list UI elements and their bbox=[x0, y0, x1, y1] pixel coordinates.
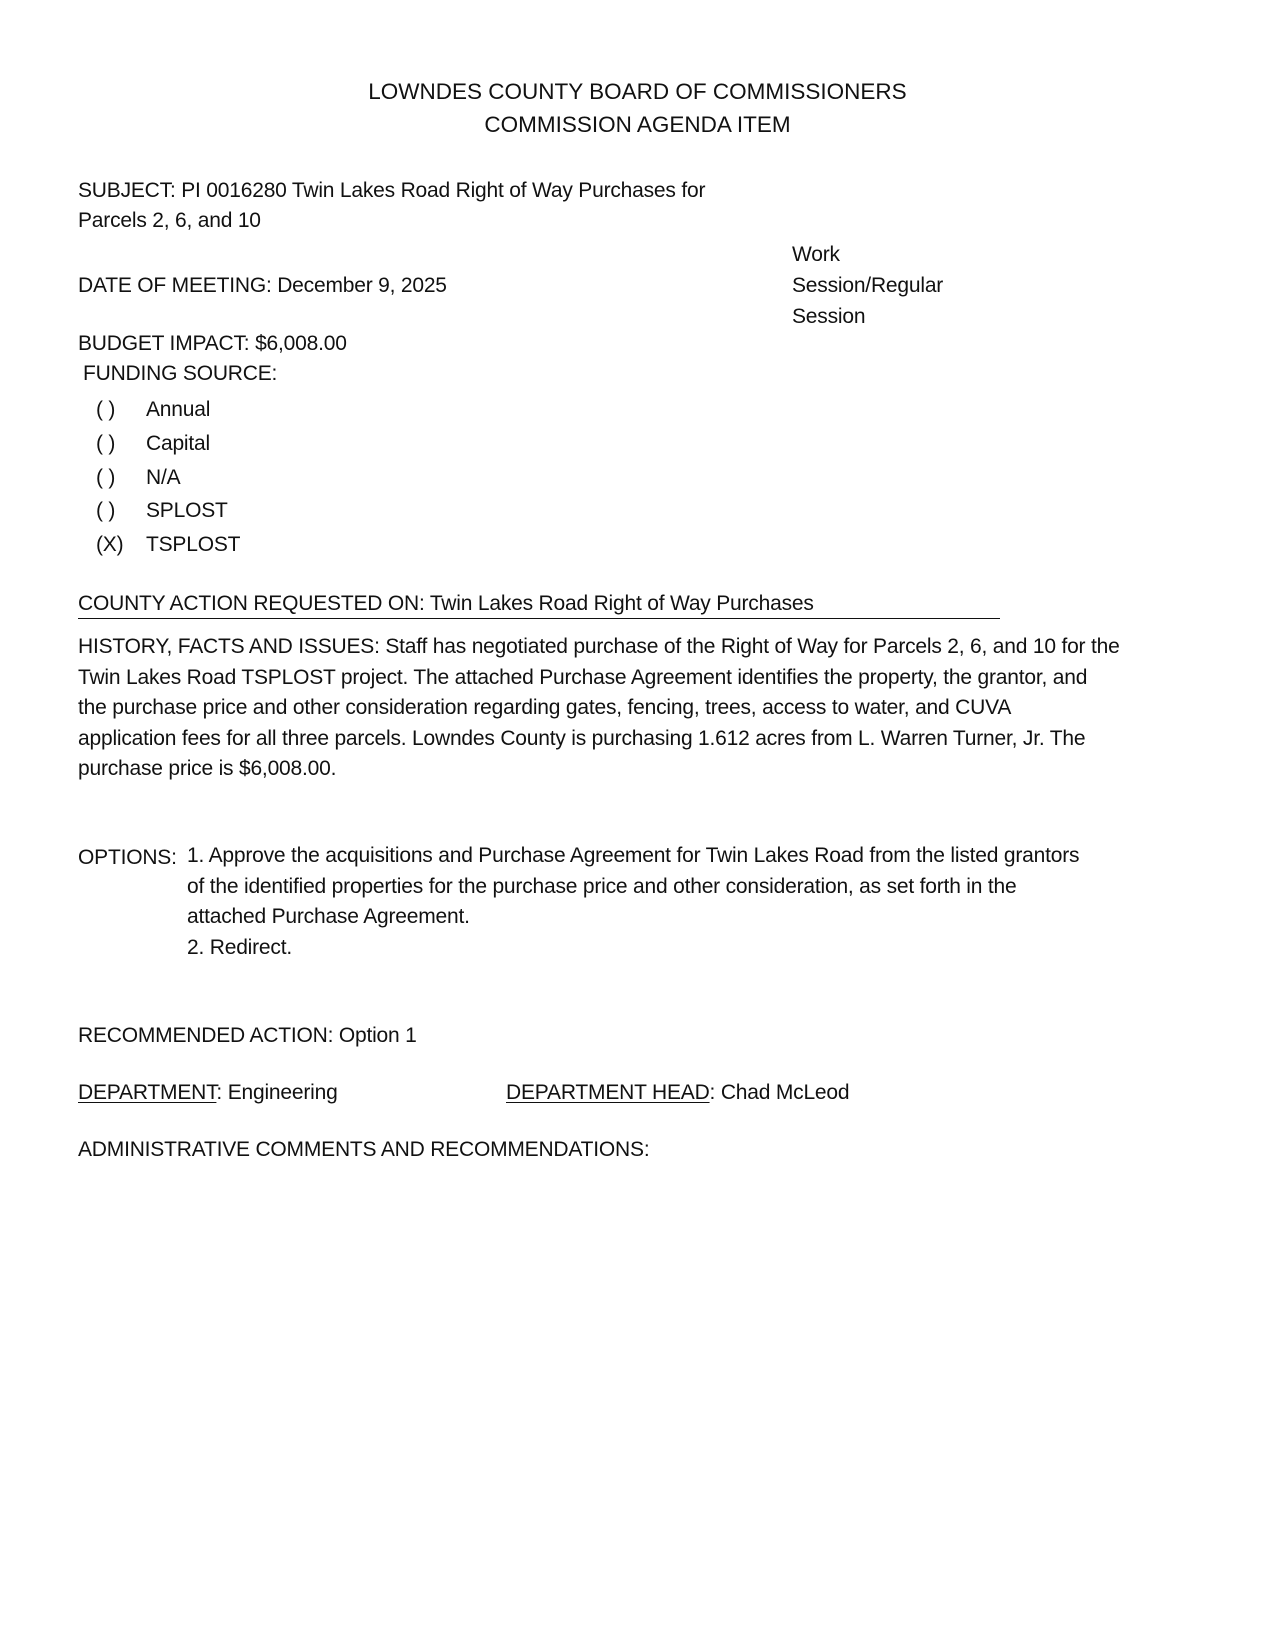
session-type-line-2: Session/Regular bbox=[792, 274, 944, 297]
department-head-label: DEPARTMENT HEAD bbox=[506, 1081, 710, 1104]
section-divider bbox=[78, 618, 1000, 619]
option-item-2: 2. Redirect. bbox=[187, 935, 292, 959]
department-head bbox=[506, 1082, 849, 1103]
checkbox-checked-icon: (X) bbox=[96, 533, 124, 556]
history-facts-issues bbox=[78, 632, 1208, 785]
recommended-action: RECOMMENDED ACTION: Option 1 bbox=[78, 1024, 417, 1047]
history-line: HISTORY, FACTS AND ISSUES: Staff has negotiated purchase of the Right of Way for Parcels 2, 6, and 10 for the bbox=[78, 635, 1120, 658]
subject-line-1: SUBJECT: PI 0016280 Twin Lakes Road Right of Way Purchases for bbox=[78, 179, 706, 202]
history-line: application fees for all three parcels. Lowndes County is purchasing 1.612 acres from L. Warren Turner, Jr. The bbox=[78, 726, 1086, 750]
history-line: purchase price is $6,008.00. bbox=[78, 757, 337, 781]
option-item-1-cont: of the identified properties for the purchase price and other consideration, as set forth in the bbox=[187, 874, 1017, 898]
funding-option-label: TSPLOST bbox=[146, 533, 241, 556]
checkbox-unchecked-icon: ( ) bbox=[96, 432, 116, 455]
funding-option-label: N/A bbox=[146, 466, 181, 489]
funding-option-label: Capital bbox=[146, 432, 210, 455]
option-item-1-cont: attached Purchase Agreement. bbox=[187, 905, 470, 929]
checkbox-unchecked-icon: ( ) bbox=[96, 398, 116, 421]
funding-option-label: SPLOST bbox=[146, 499, 228, 522]
funding-option-capital bbox=[96, 433, 210, 454]
date-of-meeting: DATE OF MEETING: December 9, 2025 bbox=[78, 274, 447, 297]
options-label: OPTIONS: bbox=[78, 846, 177, 869]
history-line: the purchase price and other consideration regarding gates, fencing, trees, access to water, and CUVA bbox=[78, 696, 1012, 720]
funding-source-label: FUNDING SOURCE: bbox=[83, 362, 278, 385]
funding-option-na bbox=[96, 467, 180, 488]
funding-option-tsplost bbox=[96, 534, 240, 555]
funding-option-annual bbox=[96, 399, 210, 420]
department-value: : Engineering bbox=[216, 1081, 338, 1104]
funding-option-label: Annual bbox=[146, 398, 211, 421]
department-label: DEPARTMENT bbox=[78, 1081, 217, 1104]
option-item-1: 1. Approve the acquisitions and Purchase Agreement for Twin Lakes Road from the listed grantors bbox=[187, 844, 1080, 867]
history-line: Twin Lakes Road TSPLOST project. The attached Purchase Agreement identifies the property, the grantor, and bbox=[78, 665, 1088, 689]
checkbox-unchecked-icon: ( ) bbox=[96, 466, 116, 489]
county-action-requested: COUNTY ACTION REQUESTED ON: Twin Lakes Road Right of Way Purchases bbox=[78, 592, 814, 615]
header-line-1: LOWNDES COUNTY BOARD OF COMMISSIONERS bbox=[368, 79, 907, 104]
checkbox-unchecked-icon: ( ) bbox=[96, 499, 116, 522]
department-head-value: : Chad McLeod bbox=[709, 1081, 850, 1104]
administrative-comments-label: ADMINISTRATIVE COMMENTS AND RECOMMENDATIONS: bbox=[78, 1138, 650, 1161]
options-list bbox=[187, 841, 1079, 963]
session-type-line-3: Session bbox=[792, 305, 866, 328]
funding-option-splost bbox=[96, 500, 228, 521]
budget-impact: BUDGET IMPACT: $6,008.00 bbox=[78, 332, 347, 355]
subject-line-2: Parcels 2, 6, and 10 bbox=[78, 209, 261, 232]
header-line-2: COMMISSION AGENDA ITEM bbox=[484, 112, 791, 137]
session-type-line-1: Work bbox=[792, 243, 840, 266]
department bbox=[78, 1082, 338, 1103]
